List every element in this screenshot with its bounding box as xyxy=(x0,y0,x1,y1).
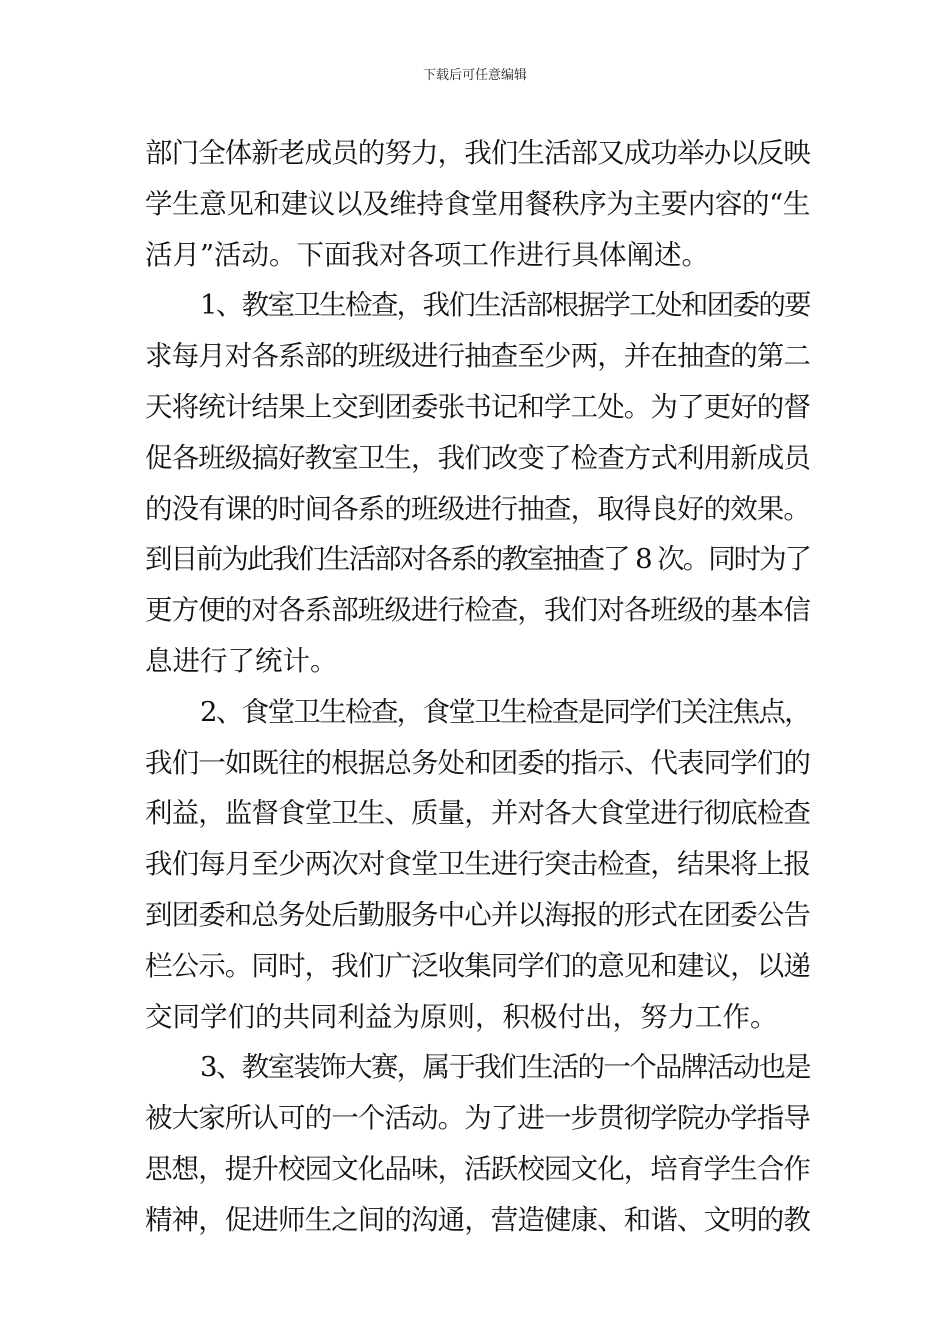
paragraph-1-start: 1、教室卫生检查，我们生活部根据学工处和团委的要 xyxy=(200,289,810,322)
text-line: 利益，监督食堂卫生、质量，并对各大食堂进行彻底检查 xyxy=(145,797,810,830)
text-line: 活月”活动。下面我对各项工作进行具体阐述。 xyxy=(145,238,710,271)
text-line: 促各班级搞好教室卫生，我们改变了检查方式利用新成员 xyxy=(145,441,810,474)
text-line: 我们一如既往的根据总务处和团委的指示、代表同学们的 xyxy=(145,746,810,779)
text-line: 天将统计结果上交到团委张书记和学工处。为了更好的督 xyxy=(145,390,810,423)
text-line: 栏公示。同时，我们广泛收集同学们的意见和建议，以递 xyxy=(145,949,810,982)
text-line: 的没有课的时间各系的班级进行抽查，取得良好的效果。 xyxy=(145,492,810,525)
text-line: 更方便的对各系部班级进行检查，我们对各班级的基本信 xyxy=(145,594,810,627)
paragraph-3-start: 3、教室装饰大赛，属于我们生活的一个品牌活动也是 xyxy=(200,1051,810,1084)
document-body xyxy=(145,128,810,1246)
page-header: 下载后可任意编辑 xyxy=(422,68,527,83)
text-line: 到目前为此我们生活部对各系的教室抽查了 8 次。同时为了 xyxy=(145,543,810,576)
text-line: 求每月对各系部的班级进行抽查至少两，并在抽查的第二 xyxy=(145,340,810,373)
paragraph-2-start: 2、食堂卫生检查，食堂卫生检查是同学们关注焦点， xyxy=(200,695,810,728)
text-line: 部门全体新老成员的努力，我们生活部又成功举办以反映 xyxy=(145,137,810,169)
text-line: 学生意见和建议以及维持食堂用餐秩序为主要内容的“生 xyxy=(145,187,810,220)
text-line: 我们每月至少两次对食堂卫生进行突击检查，结果将上报 xyxy=(145,848,810,881)
text-line: 思想，提升校园文化品味，活跃校园文化，培育学生合作 xyxy=(145,1152,810,1185)
text-line: 息进行了统计。 xyxy=(145,644,338,677)
text-line: 交同学们的共同利益为原则，积极付出，努力工作。 xyxy=(145,1000,778,1033)
text-line: 到团委和总务处后勤服务中心并以海报的形式在团委公告 xyxy=(145,898,810,931)
text-line: 被大家所认可的一个活动。为了进一步贯彻学院办学指导 xyxy=(145,1102,810,1135)
text-line: 精神，促进师生之间的沟通，营造健康、和谐、文明的教 xyxy=(145,1203,810,1236)
